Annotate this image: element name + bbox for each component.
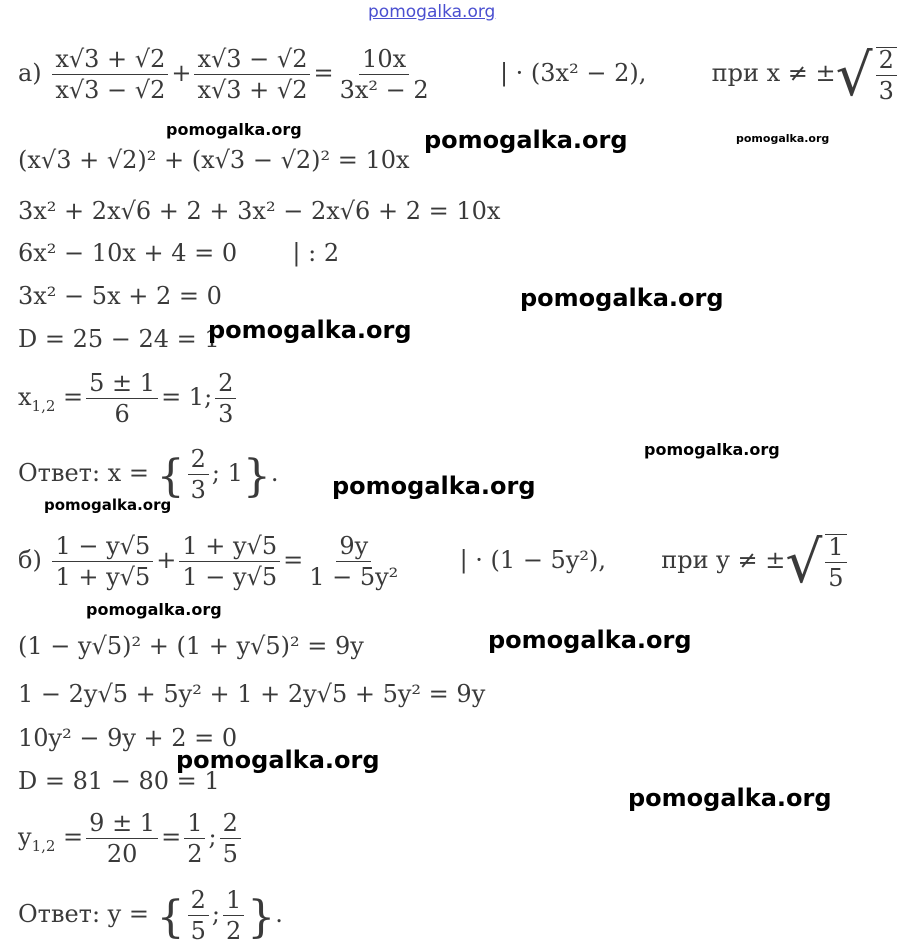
part-a-equation: а) $\frac{x√3 + √2}{x√3 - √2}$ + $\frac{x√3 - √2}{x√3 + √2}$ = $\frac{10x}{\text{3x² − 2}}$ | · (3x² − 2), при x ≠ ±√ $\frac{2}{3}$	[18, 46, 900, 104]
watermark: pomogalka.org	[208, 316, 412, 344]
watermark: pomogalka.org	[44, 496, 172, 514]
part-a-label: а)	[18, 59, 42, 87]
part-a-step-simplify: 6x² − 10x + 4 = 0 | : 2	[18, 239, 340, 267]
watermark: pomogalka.org	[332, 472, 536, 500]
part-b-multiplier: | · (1 − 5y²),	[459, 546, 606, 574]
watermark: pomogalka.org	[520, 284, 724, 312]
part-a-roots-frac: $\frac{5 \pm 1}{6}$	[86, 371, 158, 426]
part-b-frac2: $\frac{1 + y√5}{1 - y√5}$	[179, 534, 280, 589]
part-b-roots: $y_{1,2}$ = $\frac{9 \pm 1}{20}$ = $\frac{1}{2}$ ; $\frac{2}{5}$	[18, 811, 244, 866]
part-b-step-squares: (1 − y√5)² + (1 + y√5)² = 9y	[18, 632, 364, 660]
part-b-answer-frac2: $\frac{1}{2}$	[223, 888, 244, 943]
watermark: pomogalka.org	[628, 784, 832, 812]
part-a-multiplier: | · (3x² − 2),	[499, 59, 647, 87]
watermark: pomogalka.org	[176, 746, 380, 774]
watermark: pomogalka.org	[736, 132, 830, 145]
part-a-step-squares: (x√3 + √2)² + (x√3 − √2)² = 10x	[18, 146, 410, 174]
watermark: pomogalka.org	[644, 440, 780, 459]
part-a-answer: Ответ: x = { $\frac{2}{3}$ ; 1}.	[18, 445, 279, 504]
part-a-condition-frac: $\frac{2}{3}$	[876, 47, 897, 103]
part-b-roots-second: $\frac{2}{5}$	[220, 811, 241, 866]
part-b-discriminant: D = 81 − 80 = 1	[18, 767, 220, 795]
part-a-roots: $x_{1,2}$ = $\frac{5 \pm 1}{6}$ = 1; $\frac{2}{3}$	[18, 371, 239, 426]
part-b-condition-frac: $\frac{1}{5}$	[825, 534, 846, 590]
part-a-answer-frac: $\frac{2}{3}$	[188, 447, 209, 502]
part-b-quadratic: 10y² − 9y + 2 = 0	[18, 724, 238, 752]
part-b-roots-first: $\frac{1}{2}$	[184, 811, 205, 866]
part-b-label: б)	[18, 546, 42, 574]
part-b-frac1: $\frac{1 - y√5}{1 + y√5}$	[52, 534, 153, 589]
part-a-frac2: $\frac{x√3 - √2}{x√3 + √2}$	[194, 47, 310, 102]
part-a-rhs: $\frac{10x}{\text{3x² − 2}}$	[339, 45, 429, 104]
part-b-answer: Ответ: y = { $\frac{2}{5}$ ; $\frac{1}{2}$ }.	[18, 886, 283, 945]
part-b-roots-frac: $\frac{9 \pm 1}{20}$	[86, 811, 158, 866]
part-a-roots-second: $\frac{2}{3}$	[215, 371, 236, 426]
part-a-divide: | : 2	[292, 239, 340, 267]
watermark-top: pomogalka.org	[368, 2, 496, 22]
part-a-discriminant: D = 25 − 24 = 1	[18, 325, 220, 353]
part-b-step-expand: 1 − 2y√5 + 5y² + 1 + 2y√5 + 5y² = 9y	[18, 680, 486, 708]
part-b-rhs: $\frac{9y}{\text{1 − 5y²}}$	[309, 532, 399, 591]
part-b-condition-prefix: при	[661, 546, 709, 574]
watermark: pomogalka.org	[488, 626, 692, 654]
part-a-step-expand: 3x² + 2x√6 + 2 + 3x² − 2x√6 + 2 = 10x	[18, 197, 501, 225]
watermark: pomogalka.org	[424, 126, 628, 154]
watermark: pomogalka.org	[86, 600, 222, 619]
part-a-condition-prefix: при	[711, 59, 759, 87]
part-a-condition: x ≠ ±	[766, 59, 836, 87]
part-a-quadratic: 3x² − 5x + 2 = 0	[18, 282, 222, 310]
part-a-frac1: $\frac{x√3 + √2}{x√3 - √2}$	[52, 47, 168, 102]
part-b-equation: б) $\frac{1 - y√5}{1 + y√5}$ + $\frac{1 + y√5}{1 - y√5}$ = $\frac{9y}{\text{1 − 5y²}}$ | · (1 − 5y²), при y ≠ ±√ $\frac{1}{5}$	[18, 533, 850, 591]
part-b-answer-frac1: $\frac{2}{5}$	[188, 888, 209, 943]
watermark: pomogalka.org	[166, 120, 302, 139]
part-b-condition: y ≠ ±	[716, 546, 786, 574]
